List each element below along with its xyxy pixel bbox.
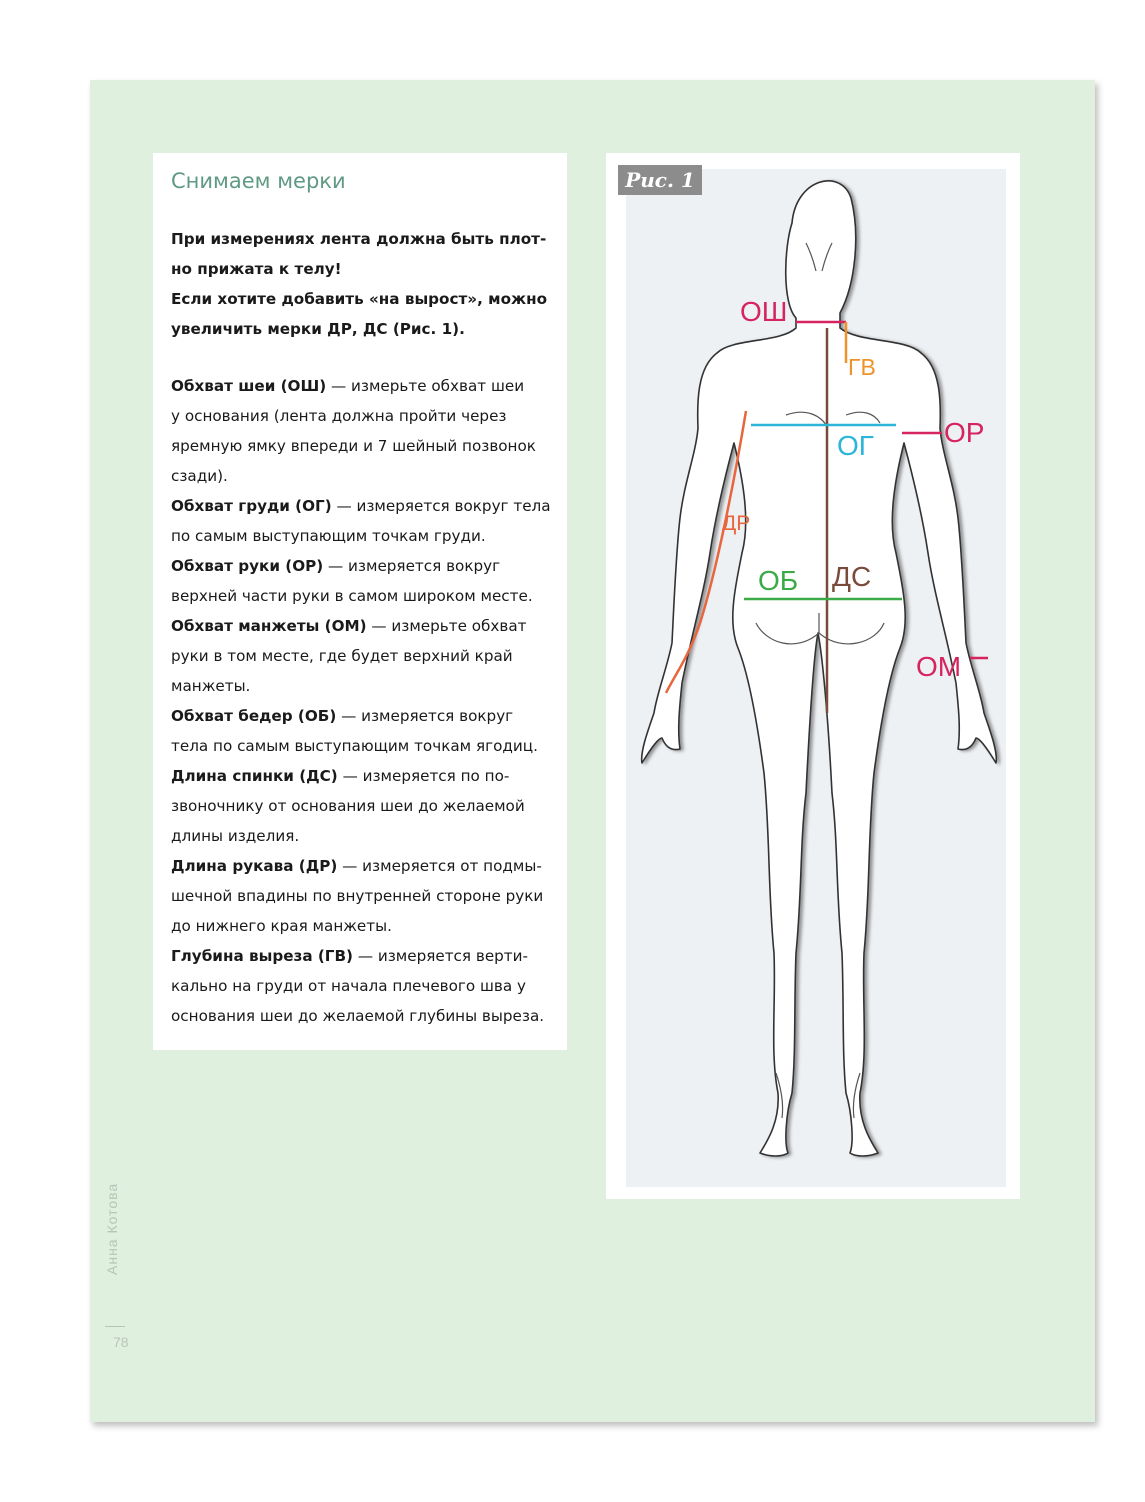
label-og: ОГ <box>837 430 874 461</box>
definition-item <box>171 851 563 881</box>
definition-text-line: тела по самым выступающим точкам ягодиц. <box>171 737 538 755</box>
intro-line: Если хотите добавить «на вырост», можно <box>171 290 548 308</box>
intro-line: увеличить мерки ДР, ДС (Рис. 1). <box>171 320 465 338</box>
definition-item <box>171 491 563 521</box>
definition-item <box>171 611 563 641</box>
label-gv: ГВ <box>848 354 876 380</box>
definition-text: — измерьте обхват <box>366 617 527 635</box>
section-title: Снимаем мерки <box>171 169 346 193</box>
definition-item <box>171 701 563 731</box>
definition-text: — измеряется от подмы- <box>337 857 542 875</box>
intro-line: При измерениях лента должна быть плот- <box>171 230 547 248</box>
intro-note <box>171 224 563 344</box>
definition-text-line: кально на груди от начала плечевого шва у <box>171 977 526 995</box>
body-diagram <box>606 153 1020 1199</box>
definition-text-line: манжеты. <box>171 677 251 695</box>
definition-term: Обхват манжеты (ОМ) <box>171 617 367 635</box>
definition-text: — измеряется вокруг <box>336 707 514 725</box>
definition-text: — измеряется по по- <box>337 767 510 785</box>
definition-text: — измерьте обхват шеи <box>326 377 525 395</box>
definition-text: — измеряется вокруг <box>323 557 501 575</box>
label-osh: ОШ <box>740 296 788 327</box>
definition-text-line: звоночнику от основания шеи до желаемой <box>171 797 525 815</box>
definition-text-line: основания шеи до желаемой глубины выреза. <box>171 1007 545 1025</box>
label-ds: ДС <box>832 561 872 592</box>
definition-term: Обхват бедер (ОБ) <box>171 707 337 725</box>
definition-text-line: длины изделия. <box>171 827 300 845</box>
figure-label: Рис. 1 <box>618 165 702 195</box>
definition-text-line: до нижнего края манжеты. <box>171 917 392 935</box>
intro-line: но прижата к телу! <box>171 260 342 278</box>
definition-text-line: сзади). <box>171 467 228 485</box>
author-divider <box>105 1326 125 1327</box>
definition-text-line: руки в том месте, где будет верхний край <box>171 647 513 665</box>
label-or: ОР <box>944 417 985 448</box>
definition-text: — измеряется верти- <box>353 947 529 965</box>
definition-text-line: шечной впадины по внутренней стороне руки <box>171 887 544 905</box>
label-om: ОМ <box>916 651 962 682</box>
definition-text-line: верхней части руки в самом широком месте. <box>171 587 533 605</box>
definition-item <box>171 371 563 401</box>
figure-panel <box>606 153 1020 1199</box>
definition-term: Глубина выреза (ГВ) <box>171 947 353 965</box>
definition-item <box>171 761 563 791</box>
label-ob: ОБ <box>758 565 799 596</box>
measurement-definitions <box>171 371 563 1031</box>
definition-term: Обхват груди (ОГ) <box>171 497 332 515</box>
definition-item <box>171 551 563 581</box>
definition-text-line: по самым выступающим точкам груди. <box>171 527 486 545</box>
definition-text-line: яремную ямку впереди и 7 шейный позвонок <box>171 437 536 455</box>
page <box>90 80 1095 1422</box>
definition-text-line: у основания (лента должна пройти через <box>171 407 507 425</box>
text-panel <box>153 153 567 1050</box>
definition-term: Обхват шеи (ОШ) <box>171 377 327 395</box>
definition-term: Обхват руки (ОР) <box>171 557 324 575</box>
definition-term: Длина рукава (ДР) <box>171 857 338 875</box>
definition-term: Длина спинки (ДС) <box>171 767 338 785</box>
author-name: Анна Котова <box>104 1182 120 1275</box>
definition-text: — измеряется вокруг тела <box>331 497 551 515</box>
label-dr: ДР <box>722 512 751 535</box>
page-number: 78 <box>113 1334 129 1350</box>
definition-item <box>171 941 563 971</box>
